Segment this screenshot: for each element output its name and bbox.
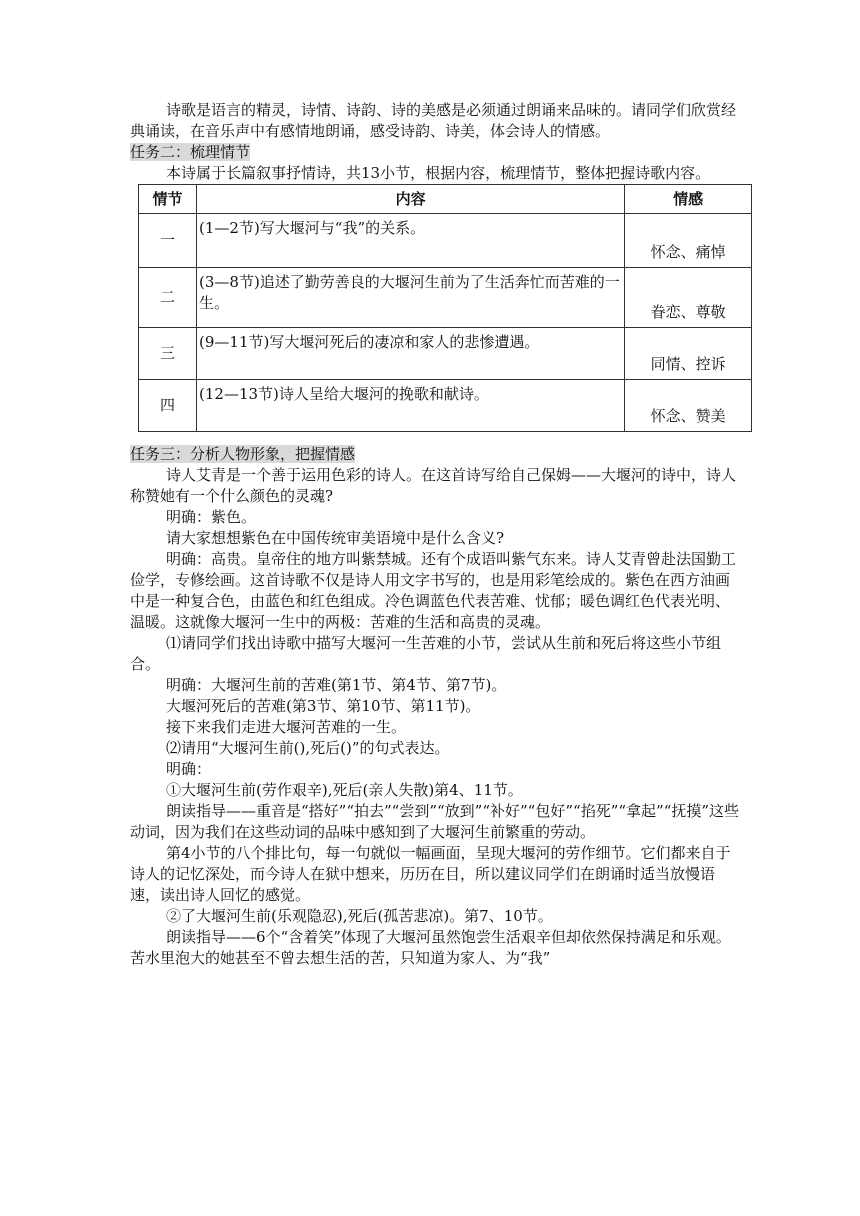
content-cell: (1—2节)写大堰河与“我”的关系。 bbox=[197, 214, 625, 268]
section-cell: 二 bbox=[139, 268, 197, 328]
content-cell: (9—11节)写大堰河死后的凄凉和家人的悲惨遭遇。 bbox=[197, 328, 625, 380]
answer-line: ①大堰河生前(劳作艰辛),死后(亲人失散)第4、11节。 bbox=[166, 781, 523, 799]
section-cell: 四 bbox=[139, 380, 197, 432]
emotion-cell: 怀念、痛悼 bbox=[625, 214, 752, 268]
table-row bbox=[139, 328, 752, 380]
emotion-cell: 怀念、赞美 bbox=[625, 380, 752, 432]
table-row bbox=[139, 268, 752, 328]
table-row bbox=[139, 214, 752, 268]
answer-line: 明确：紫色。 bbox=[166, 508, 257, 526]
task3-paragraph: 第4小节的八个排比句，每一句就似一幅画面，呈现大堰河的劳作细节。它们都来自于诗人的记忆深处，而今诗人在狱中想来，历历在目，所以建议同学们在朗诵时适当放慢语速，读出诗人回忆的感觉。 bbox=[130, 844, 731, 904]
intro-paragraph: 诗歌是语言的精灵，诗情、诗韵、诗的美感是必须通过朗诵来品味的。请同学们欣赏经典诵读，在音乐声中有感情地朗诵，感受诗韵、诗美，体会诗人的情感。 bbox=[130, 101, 737, 140]
spacer bbox=[130, 432, 742, 444]
content-cell: (12—13节)诗人呈给大堰河的挽歌和献诗。 bbox=[197, 380, 625, 432]
plot-table bbox=[138, 184, 752, 432]
header-emotion: 情感 bbox=[625, 185, 752, 214]
question-line: ⑵请用“大堰河生前(),死后()”的句式表达。 bbox=[166, 739, 450, 757]
text-line: 接下来我们走进大堰河苦难的一生。 bbox=[166, 718, 407, 736]
answer-line: 明确： bbox=[166, 760, 212, 778]
emotion-cell: 同情、控诉 bbox=[625, 328, 752, 380]
task2-heading: 任务二：梳理情节 bbox=[130, 143, 251, 161]
answer-line: 大堰河死后的苦难(第3节、第10节、第11节)。 bbox=[166, 697, 481, 715]
question-line: 请大家想想紫色在中国传统审美语境中是什么含义? bbox=[166, 529, 505, 547]
section-cell: 三 bbox=[139, 328, 197, 380]
answer-line: 明确：大堰河生前的苦难(第1节、第4节、第7节)。 bbox=[166, 676, 507, 694]
task3-paragraph: 朗读指导——重音是“搭好”“拍去”“尝到”“放到”“补好”“包好”“掐死”“拿起”“抚摸”这些动词，因为我们在这些动词的品味中感知到了大堰河生前繁重的劳动。 bbox=[130, 802, 740, 841]
answer-line: ②了大堰河生前(乐观隐忍),死后(孤苦悲凉)。第7、10节。 bbox=[166, 907, 553, 925]
emotion-cell: 眷恋、尊敬 bbox=[625, 268, 752, 328]
task3-paragraph: 诗人艾青是一个善于运用色彩的诗人。在这首诗写给自己保姆——大堰河的诗中，诗人称赞她有一个什么颜色的灵魂? bbox=[130, 466, 737, 505]
header-section: 情节 bbox=[139, 185, 197, 214]
task3-paragraph: 朗读指导——6个“含着笑”体现了大堰河虽然饱尝生活艰辛但却依然保持满足和乐观。苦水里泡大的她甚至不曾去想生活的苦，只知道为家人、为“我” bbox=[130, 928, 731, 967]
content-cell: (3—8节)追述了勤劳善良的大堰河生前为了生活奔忙而苦难的一生。 bbox=[197, 268, 625, 328]
document-page bbox=[130, 100, 742, 969]
table-header-row bbox=[139, 185, 752, 214]
task2-heading-line bbox=[130, 142, 742, 163]
header-content: 内容 bbox=[197, 185, 625, 214]
task3-heading: 任务三：分析人物形象，把握情感 bbox=[130, 445, 356, 463]
task3-paragraph: 明确：高贵。皇帝住的地方叫紫禁城。还有个成语叫紫气东来。诗人艾青曾赴法国勤工俭学，专修绘画。这首诗歌不仅是诗人用文字书写的，也是用彩笔绘成的。紫色在西方油画中是一种复合色，由蓝色和红色组成。冷色调蓝色代表苦难、忧郁；暖色调红色代表光明、温暖。这就像大堰河一生中的两极：苦难的生活和高贵的灵魂。 bbox=[130, 550, 737, 631]
section-cell: 一 bbox=[139, 214, 197, 268]
table-row bbox=[139, 380, 752, 432]
task3-paragraph: ⑴请同学们找出诗歌中描写大堰河一生苦难的小节，尝试从生前和死后将这些小节组合。 bbox=[130, 634, 722, 673]
task3-heading-line bbox=[130, 444, 742, 465]
task2-paragraph: 本诗属于长篇叙事抒情诗，共13小节，根据内容，梳理情节，整体把握诗歌内容。 bbox=[166, 164, 711, 182]
